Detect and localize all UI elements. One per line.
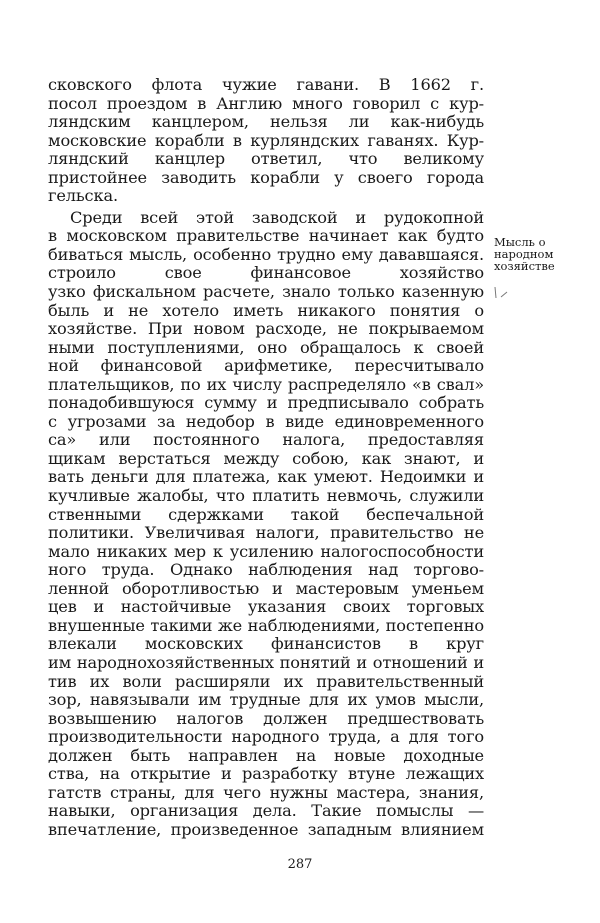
text-line: производительности народного труда, а для того [48,728,484,747]
text-line: гатств страны, для чего нужны мастера, знания, [48,783,484,802]
text-line: влекали московских финансистов в круг [48,635,484,654]
text-line: ства, на открытие и разработку втуне лежащих [48,765,484,784]
text-line: возвышению налогов должен предшествовать [48,709,484,728]
text-line: сковского флота чужие гавани. В 1662 г. [48,76,484,94]
text-line: зор, навязывали им трудные для их умов мысли, [48,691,484,710]
text-line: должен быть направлен на новые доходные [48,746,484,765]
paragraph-2 [48,209,484,840]
text-line: плательщиков, по их числу распределяло «в свал» [48,375,484,394]
text-line: са» или постоянного налога, предоставляя [48,431,484,450]
text-line: мало никаких мер к усилению налогоспособности [48,542,484,561]
pencil-mark-icon [492,285,512,301]
text-line: ленной оборотливостью и мастеровым уменьем [48,579,484,598]
text-line: вать деньги для платежа, как умеют. Недоимки и [48,468,484,487]
text-line: гельска. [48,186,118,206]
text-line: ственными сдержками такой беспечальной [48,505,484,524]
margin-note-line: народном [494,247,554,261]
text-line: ного труда. Однако наблюдения над торгово- [48,561,484,580]
text-line: внушенные такими же наблюдениями, постепенно [48,616,484,635]
margin-note-line: хозяйстве [494,259,555,273]
text-line: Среди всей этой заводской и рудокопной [70,208,484,227]
text-line: хозяйстве. При новом расходе, не покрываемом [48,320,484,339]
margin-note-line: Мысль о [494,235,546,249]
text-line: тив их воли расширяли их правительственный [48,672,484,691]
margin-note [494,236,564,272]
main-text-column [48,76,484,839]
text-line: цев и настойчивые указания своих торговых [48,598,484,617]
text-line: узко фискальном расчете, знало только казенную [48,283,484,302]
text-line: с угрозами за недобор в виде единовременного [48,412,484,431]
text-line: ными поступлениями, оно обращалось к своей [48,338,484,357]
text-line: посол проездом в Англию много говорил с кур- [48,94,484,113]
text-line: московские корабли в курляндских гаванях. Кур- [48,131,484,150]
page-number: 287 [287,857,313,872]
text-line: ляндский канцлер ответил, что великому [48,150,484,169]
text-line: ной финансовой арифметике, пересчитывало [48,357,484,376]
text-line: понадобившуюся сумму и предписывало собрать [48,394,484,413]
text-line: щикам верстаться между собою, как знают, и [48,449,484,468]
text-line: быль и не хотело иметь никакого понятия о [48,301,484,320]
text-line: впечатление, произведенное западным влиянием [48,820,484,839]
paragraph-1 [48,76,484,206]
text-line: ляндским канцлером, нельзя ли как-нибудь [48,113,484,132]
text-line: кучливые жалобы, что платить невмочь, служили [48,487,484,506]
text-line: политики. Увеличивая налоги, правительство не [48,524,484,543]
text-line: навыки, организация дела. Такие помыслы — [48,802,484,821]
text-line: биваться мысль, особенно трудно ему дававшаяся. [48,245,484,264]
text-line: им народнохозяйственных понятий и отношений и [48,653,484,672]
text-line: в московском правительстве начинает как будто [48,227,484,246]
text-line: строило свое финансовое хозяйство [48,264,484,283]
text-line: пристойнее заводить корабли у своего города [48,168,484,187]
